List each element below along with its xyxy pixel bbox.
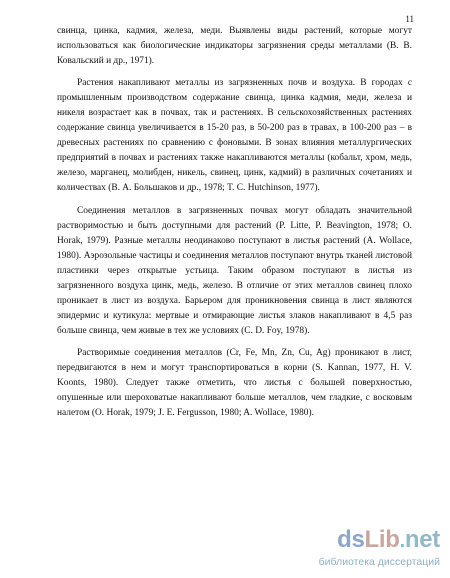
logo-ds-text: ds [337, 526, 365, 553]
page-number: 11 [405, 14, 414, 24]
document-body [57, 24, 412, 431]
logo-lib-text: Lib [364, 526, 400, 553]
paragraph-1: свинца, цинка, кадмия, железа, меди. Выявлены виды растений, которые могут использоваться как биологические индикаторы загрязнения среды металлами (В. В. Ковальский и др., 1971). [57, 26, 412, 67]
dslib-logo [337, 526, 440, 554]
paragraph-2: Растения накапливают металлы из загрязненных почв и воздуха. В городах с промышленным производством содержание свинца, цинка кадмия, меди, железа и никеля возрастает как в почвах, так и растениях. В сельскохозяйственных растениях содержание свинца увеличивается в 15-20 раз, в 50-200 раз в травах, в 100-200 раз – в древесных растениях по сравнению с фоновыми. В зонах влияния металлургических предприятий в почвах и растениях также накапливаются металлы (кобальт, хром, медь, железо, марганец, молибден, никель, свинец, цинк, кадмий) в различных сочетаниях и количествах (В. А. Большаков и др., 1978; T. C. Hutchinson, 1977). [57, 78, 412, 194]
paragraph-4: Растворимые соединения металлов (Cr, Fe, Mn, Zn, Cu, Ag) проникают в лист, передвигаются в нем и могут транспортироваться в корни (S. Kannan, 1977, H. V. Koonts, 1980). Следует также отметить, что листья с большей поверхностью, опушенные или шероховатые накапливают больше металлов, чем гладкие, с восковым налетом (O. Horak, 1979; J. E. Fergusson, 1980; A. Wollace, 1980). [57, 347, 412, 419]
paragraph-3: Соединения металлов в загрязненных почвах могут обладать значительной растворимостью и быть доступными для растений (P. Litte, P. Beavington, 1978; O. Horak, 1979). Разные металлы неодинаково поступают в листья растений (A. Wollace, 1980). Аэрозольные частицы и соединения металлов поступают внутрь тканей листовой пластинки через открытые устьица. Таким образом поступают в листья из загрязненного воздуха цинк, медь, железо. В отличие от этих металлов свинец плохо проникает в лист из воздуха. Барьером для проникновения свинца в лист являются эпидермис и кутикула: мертвые и отмирающие листья злаков накапливают в 4,5 раз больше свинца, чем живые в тех же условиях (C. D. Foy, 1978). [57, 205, 412, 336]
watermark-tagline: библиотека диссертаций [318, 556, 440, 568]
dslib-watermark [318, 526, 440, 568]
logo-dot-text: . [399, 530, 405, 552]
logo-net-text: net [404, 526, 440, 553]
